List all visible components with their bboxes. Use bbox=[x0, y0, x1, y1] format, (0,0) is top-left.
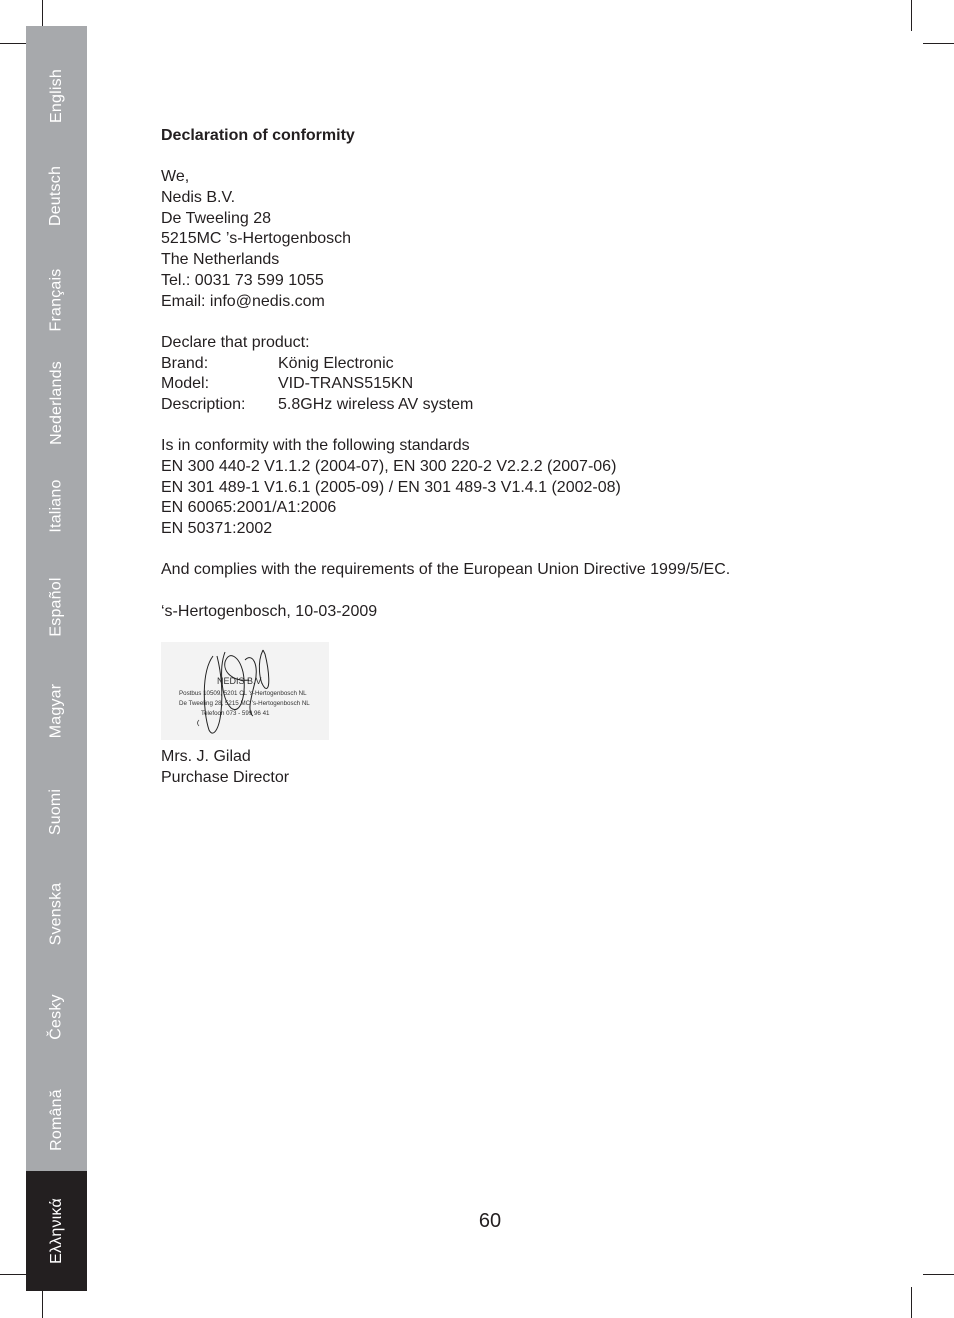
declaration-body bbox=[161, 126, 861, 623]
description-value: 5.8GHz wireless AV system bbox=[278, 395, 474, 413]
email: Email: info@nedis.com bbox=[161, 292, 325, 310]
language-tab-magyar[interactable]: Magyar bbox=[47, 683, 65, 739]
address-street: De Tweeling 28 bbox=[161, 209, 271, 227]
language-tab-italiano[interactable]: Italiano bbox=[47, 479, 65, 533]
language-sidebar bbox=[26, 26, 87, 1291]
crop-mark bbox=[911, 0, 912, 31]
place-date: ‘s-Hertogenbosch, 10-03-2009 bbox=[161, 602, 378, 620]
standard-item: EN 60065:2001/A1:2006 bbox=[161, 499, 337, 517]
standard-item: EN 50371:2002 bbox=[161, 520, 273, 538]
signatory-name: Mrs. J. Gilad bbox=[161, 748, 251, 765]
company-name: Nedis B.V. bbox=[161, 189, 236, 207]
language-tab-cesky[interactable]: Česky bbox=[47, 994, 65, 1040]
page-number: 60 bbox=[478, 1210, 502, 1232]
crop-mark bbox=[42, 1287, 43, 1318]
signatory-block bbox=[161, 747, 861, 788]
standards-intro: Is in conformity with the following standards bbox=[161, 437, 470, 455]
standard-item: EN 300 440-2 V1.1.2 (2004-07), EN 300 220-2 V2.2.2 (2007-06) bbox=[161, 458, 617, 475]
language-tab-english[interactable]: English bbox=[47, 68, 65, 123]
stamp-company: NEDIS B.V. bbox=[217, 676, 264, 686]
we-line: We, bbox=[161, 168, 190, 186]
language-tab-greek[interactable]: Ελληνικά bbox=[26, 1171, 87, 1291]
declare-intro: Declare that product: bbox=[161, 333, 310, 351]
brand-row bbox=[161, 354, 861, 375]
stamp-line: Telefoon 073 - 599 96 41 bbox=[201, 710, 270, 717]
address-city: 5215MC ’s-Hertogenbosch bbox=[161, 230, 352, 248]
brand-value: König Electronic bbox=[278, 354, 394, 372]
crop-mark bbox=[923, 43, 954, 44]
directive-statement: And complies with the requirements of the European Union Directive 1999/5/EC. bbox=[161, 561, 731, 579]
model-label: Model: bbox=[161, 375, 210, 393]
brand-label: Brand: bbox=[161, 354, 209, 372]
telephone: Tel.: 0031 73 599 1055 bbox=[161, 271, 324, 289]
stamp-line: De Tweeling 28, 5215 MC 's-Hertogenbosch NL bbox=[179, 700, 310, 707]
page-title: Declaration of conformity bbox=[161, 127, 355, 144]
model-row bbox=[161, 374, 861, 395]
standard-item: EN 301 489-1 V1.6.1 (2005-09) / EN 301 489-3 V1.4.1 (2002-08) bbox=[161, 478, 621, 496]
stamp-line: Postbus 10509, 5201 CL 's-Hertogenbosch NL bbox=[179, 690, 307, 697]
language-tab-francais[interactable]: Français bbox=[47, 268, 65, 332]
description-label: Description: bbox=[161, 395, 246, 413]
signatory-title: Purchase Director bbox=[161, 768, 290, 786]
signature-stamp-image bbox=[161, 642, 329, 740]
crop-mark bbox=[911, 1287, 912, 1318]
language-tab-suomi[interactable]: Suomi bbox=[47, 788, 65, 836]
language-tab-espanol[interactable]: Español bbox=[47, 577, 65, 637]
language-tab-nederlands[interactable]: Nederlands bbox=[47, 361, 65, 445]
model-value: VID-TRANS515KN bbox=[278, 375, 414, 393]
language-tab-romana[interactable]: Română bbox=[47, 1089, 65, 1151]
crop-mark bbox=[923, 1274, 954, 1275]
signature-stamp bbox=[161, 642, 329, 740]
description-row bbox=[161, 395, 861, 416]
language-tab-deutsch[interactable]: Deutsch bbox=[47, 165, 65, 227]
address-country: The Netherlands bbox=[161, 251, 280, 269]
language-tab-svenska[interactable]: Svenska bbox=[47, 882, 65, 946]
